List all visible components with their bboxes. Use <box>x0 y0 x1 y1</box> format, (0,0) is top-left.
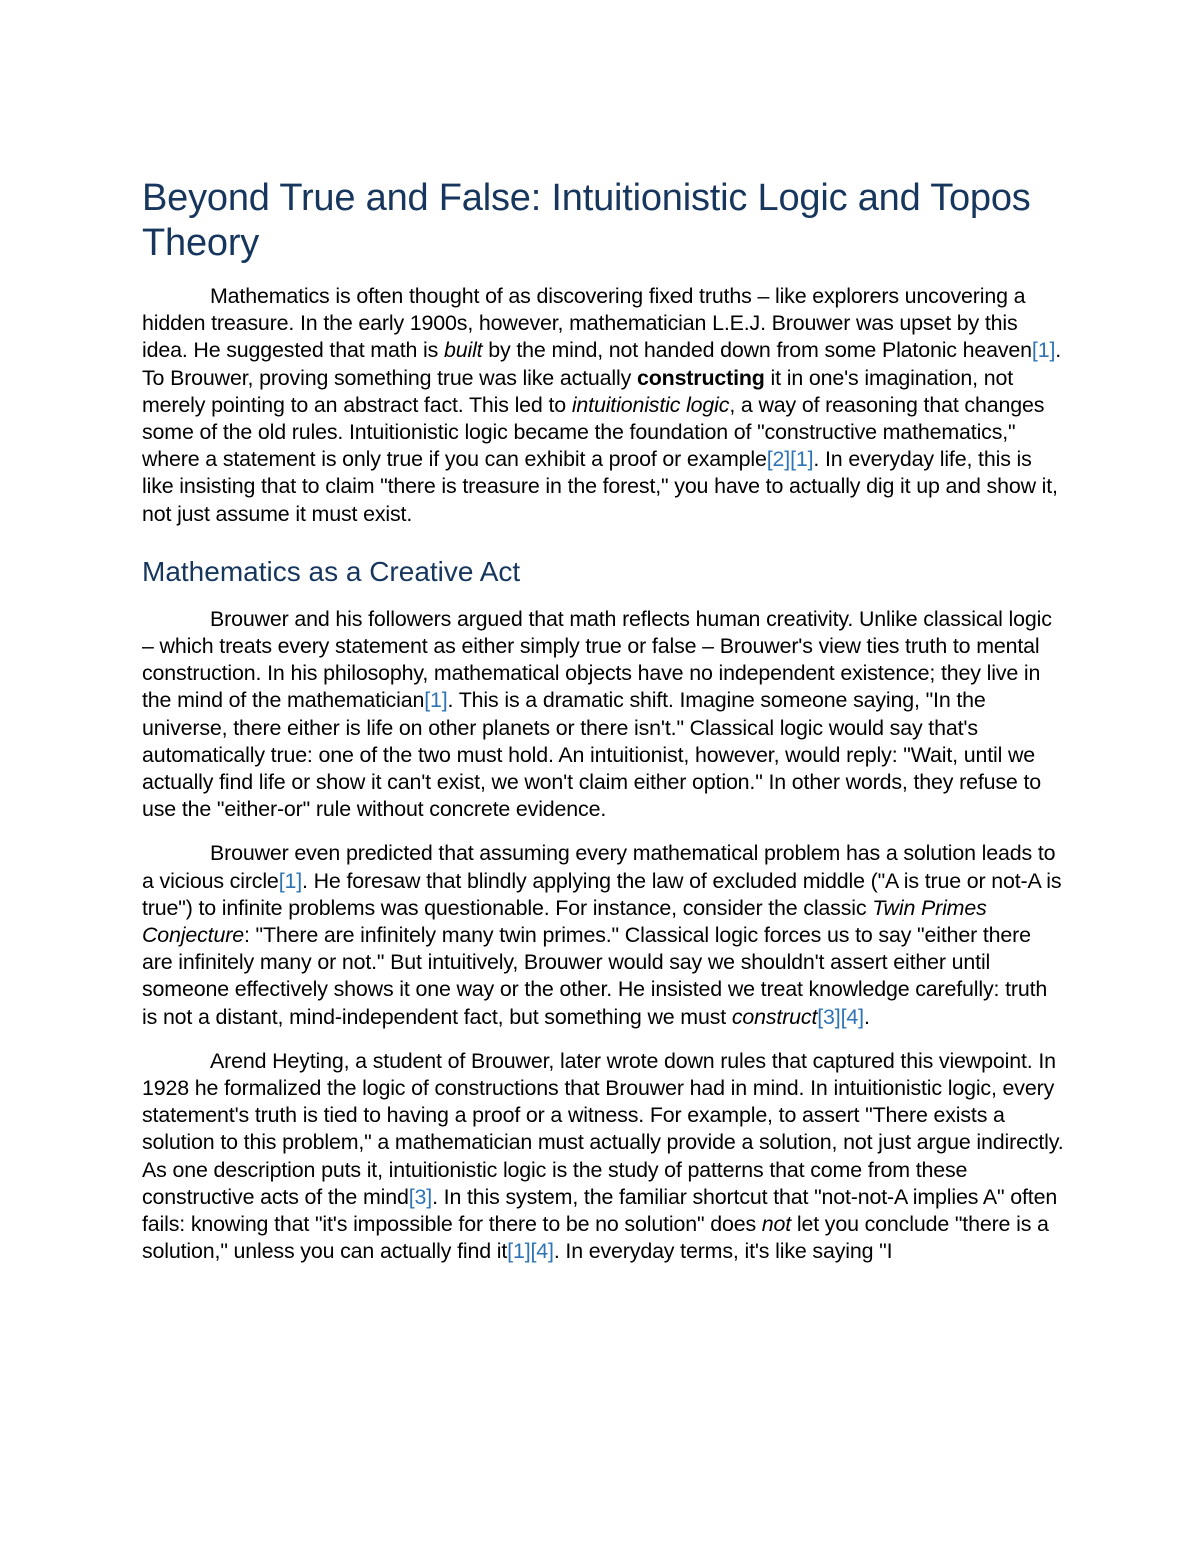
document-title: Beyond True and False: Intuitionistic Logic and Topos Theory <box>142 177 1031 264</box>
text-run: , a way of reasoning that changes some of the old rules. Intuitionistic logic became the foundation of "constructive mathematics," where a statement is only true if you can exhibit a proof or example <box>142 392 1045 472</box>
citation-link[interactable]: [4] <box>530 1239 554 1264</box>
citation-link[interactable]: [1] <box>1031 338 1056 363</box>
citation-link[interactable]: [2] <box>766 447 791 472</box>
emphasis-text: construct <box>731 1004 818 1029</box>
text-run: Arend Heyting, a student of Brouwer, later wrote down rules that captured this viewpoint. In 1928 he formalized the logic of constructions that Brouwer had in mind. In intuitionistic logic, every statement's truth is tied to having a proof or a witness. For example, to assert "There exists a solution to this problem," a mathematician must actually provide a solution, not just argue indirectly. As one description puts it, intuitionistic logic is the study of patterns that come from these constructive acts of the mind <box>142 1048 1064 1209</box>
text-run: . In this system, the familiar shortcut that "not-not-A implies A" often fails: knowing that "it's impossible for there to be no solution" does <box>142 1184 1058 1237</box>
text-run: Brouwer even predicted that assuming every mathematical problem has a solution leads to a vicious circle <box>142 841 1056 893</box>
text-run: . <box>863 1004 870 1029</box>
text-run: by the mind, not handed down from some Platonic heaven <box>482 338 1032 363</box>
citation-link[interactable]: [4] <box>840 1004 864 1029</box>
document-content <box>142 176 1067 1266</box>
text-run: Brouwer and his followers argued that math reflects human creativity. Unlike classical logic – which treats every statement as either simply true or false – Brouwer's view ties truth to mental construction. In his philosophy, mathematical objects have no independent existence; they live in the mind of the mathematician <box>142 606 1052 713</box>
text-run: it in one's imagination, not merely pointing to an abstract fact. This led to <box>142 365 1013 417</box>
citation-link[interactable]: [1] <box>278 868 303 893</box>
text-run: Mathematics is often thought of as discovering fixed truths – like explorers uncovering a hidden treasure. In the early 1900s, however, mathematician L.E.J. Brouwer was upset by this idea. He suggested that math is <box>142 284 1026 363</box>
body-paragraph <box>142 1048 1067 1266</box>
citation-link[interactable]: [1] <box>790 447 814 472</box>
text-run: . This is a dramatic shift. Imagine someone saying, "In the universe, there either is life on other planets or there isn't." Classical logic would say that's automatically true: one of the two must hold. An intuitionist, however, would reply: "Wait, until we actually find life or show it can't exist, we won't claim either option." In other words, they refuse to use the "either-or" rule without concrete evidence. <box>142 688 1041 822</box>
citation-link[interactable]: [1] <box>507 1239 531 1264</box>
text-run: . In everyday life, this is like insisting that to claim "there is treasure in the forest," you have to actually dig it up and show it, not just assume it must exist. <box>142 447 1058 526</box>
section-heading: Mathematics as a Creative Act <box>142 555 521 587</box>
emphasis-text: intuitionistic logic <box>571 392 730 417</box>
body-paragraph <box>142 840 1067 1030</box>
text-run: . He foresaw that blindly applying the law of excluded middle ("A is true or not-A is true") to infinite problems was questionable. For instance, consider the classic <box>142 868 1062 920</box>
text-run: . To Brouwer, proving something true was like actually <box>142 338 1062 390</box>
text-run: : "There are infinitely many twin primes." Classical logic forces us to say "either there are infinitely many or not." But intuitively, Brouwer would say we shouldn't assert either until someone effectively shows it one way or the other. He insisted we treat knowledge carefully: truth is not a distant, mind-independent fact, but something we must <box>142 923 1048 1029</box>
intro-paragraph <box>142 283 1067 528</box>
emphasis-text: built <box>443 338 483 363</box>
citation-link[interactable]: [3] <box>408 1184 433 1209</box>
emphasis-text: not <box>761 1212 792 1237</box>
text-run: let you conclude "there is a solution," unless you can actually find it <box>142 1212 1049 1264</box>
body-paragraph <box>142 606 1067 824</box>
bold-text: constructing <box>636 365 765 390</box>
emphasis-text: Twin Primes Conjecture <box>142 895 987 948</box>
text-run: . In everyday terms, it's like saying "I <box>553 1239 893 1264</box>
citation-link[interactable]: [3] <box>817 1004 841 1029</box>
citation-link[interactable]: [1] <box>424 688 448 713</box>
